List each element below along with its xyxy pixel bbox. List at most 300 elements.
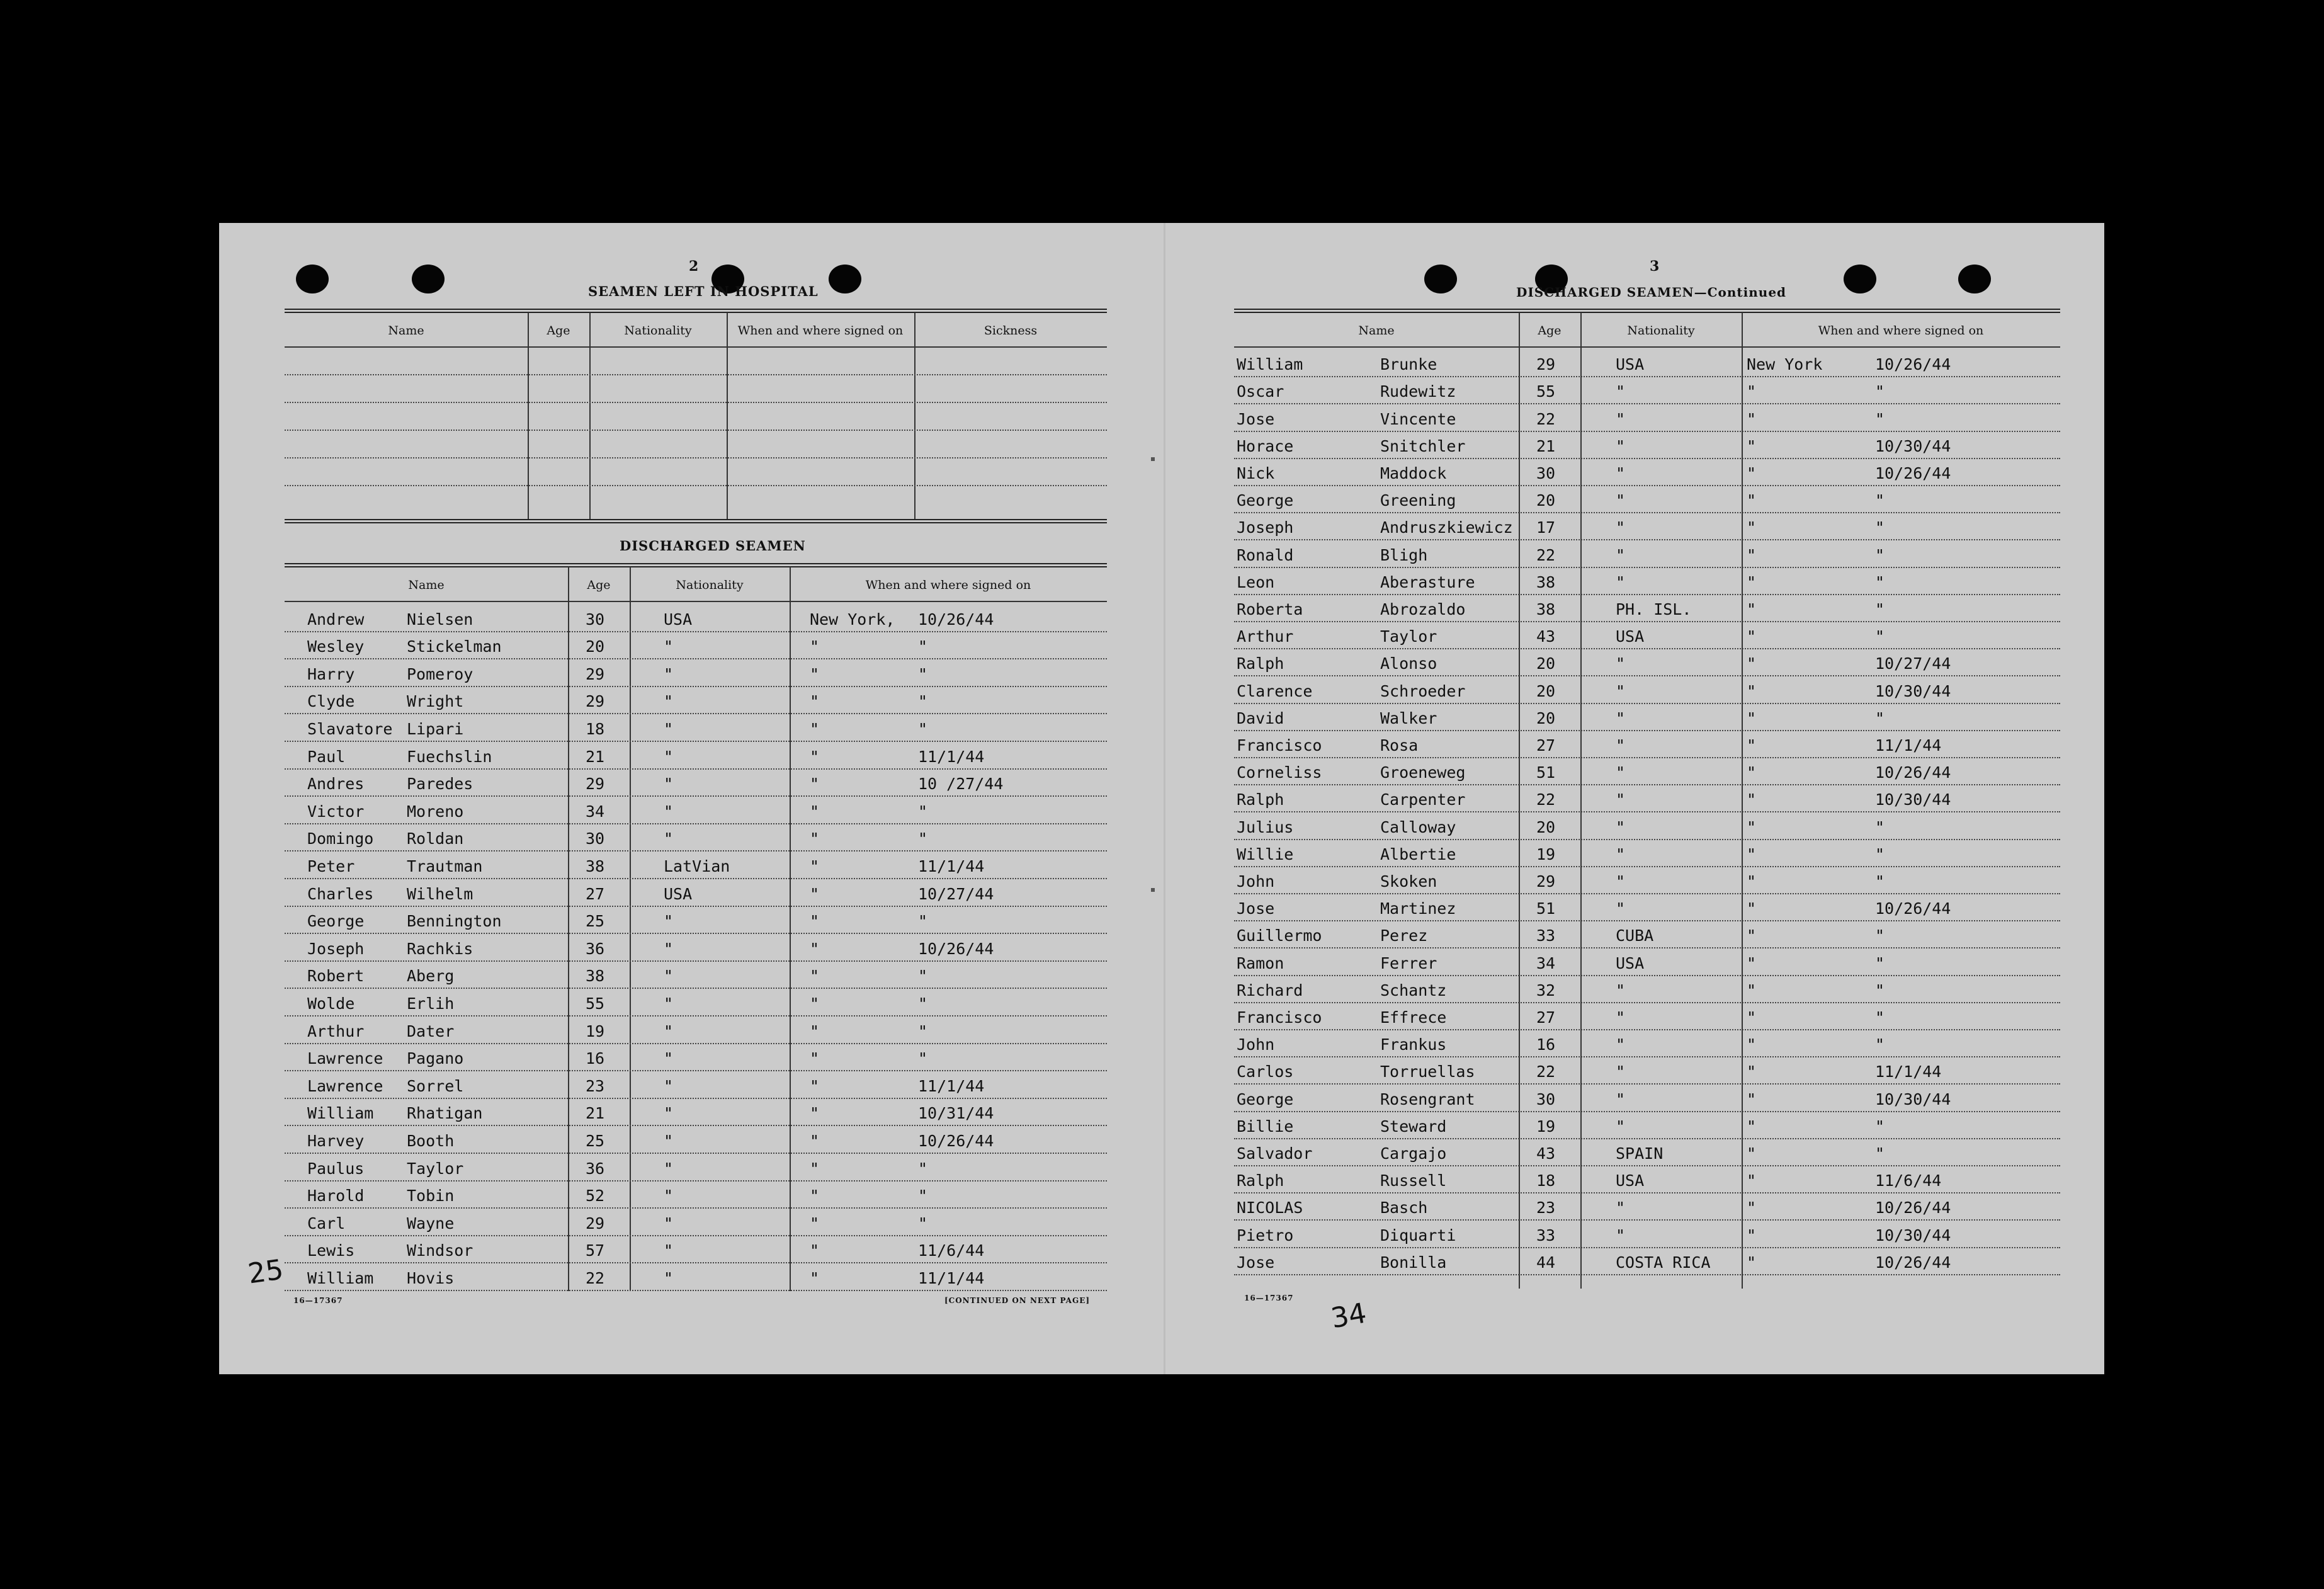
last-name-cell: Hovis [407, 1268, 455, 1287]
first-name-cell: Francisco [1237, 736, 1322, 755]
date-cell: 10/30/44 [1875, 1226, 1951, 1244]
place-cell: " [1747, 1090, 1757, 1108]
last-name-cell: Aberasture [1380, 572, 1475, 591]
last-name-cell: Dater [407, 1022, 455, 1040]
first-name-cell: Andres [307, 775, 365, 794]
age-cell: 34 [1536, 954, 1556, 972]
discharged-title: DISCHARGED SEAMEN [620, 538, 806, 554]
table-row [285, 686, 1107, 715]
age-cell: 20 [1536, 491, 1556, 510]
hospital-header-signed-on: When and where signed on [737, 324, 904, 338]
table-row [1234, 539, 2060, 567]
nationality-cell: " [1616, 763, 1626, 782]
last-name-cell: Taylor [1380, 627, 1437, 646]
age-cell: 38 [1536, 600, 1556, 618]
first-name-cell: Horace [1237, 436, 1294, 455]
table-row [1234, 567, 2060, 595]
age-cell: 36 [586, 939, 605, 958]
date-cell: " [1875, 1144, 1885, 1163]
right-page-number: 3 [1650, 258, 1660, 275]
last-name-cell: Rosa [1380, 736, 1419, 755]
last-name-cell: Brunke [1380, 355, 1437, 374]
first-name-cell: Willie [1237, 845, 1294, 863]
place-cell: " [1747, 872, 1757, 891]
place-cell: " [1747, 600, 1757, 618]
table-row [1234, 1219, 2060, 1248]
place-cell: " [1747, 1253, 1757, 1272]
punch-hole [1844, 265, 1876, 293]
table-row [285, 823, 1107, 852]
last-name-cell: Abrozaldo [1380, 600, 1466, 618]
place-cell: " [810, 857, 820, 875]
table-row [1234, 594, 2060, 622]
first-name-cell: Ralph [1237, 1171, 1284, 1190]
age-cell: 17 [1536, 518, 1556, 537]
place-cell: " [1747, 654, 1757, 673]
first-name-cell: Harry [307, 664, 355, 683]
nationality-cell: " [1616, 382, 1626, 401]
date-cell: " [918, 692, 928, 711]
first-name-cell: Lawrence [307, 1049, 383, 1068]
last-name-cell: Skoken [1380, 872, 1437, 891]
age-cell: 19 [586, 1022, 605, 1040]
first-name-cell: Wolde [307, 994, 355, 1013]
place-cell: " [1747, 845, 1757, 863]
date-cell: 10/30/44 [1875, 436, 1951, 455]
date-cell: " [918, 802, 928, 821]
place-cell: " [1747, 627, 1757, 646]
left-header-age: Age [587, 578, 611, 592]
date-cell: 11/6/44 [1875, 1171, 1942, 1190]
age-cell: 29 [586, 775, 605, 794]
first-name-cell: Arthur [1237, 627, 1294, 646]
table-row [1234, 1083, 2060, 1112]
hospital-table [285, 309, 1107, 523]
date-cell: 11/1/44 [918, 1076, 985, 1095]
last-name-cell: Lipari [407, 719, 464, 738]
place-cell: " [1747, 1171, 1757, 1190]
table-row [285, 1043, 1107, 1072]
first-name-cell: David [1237, 709, 1284, 727]
first-name-cell: Charles [307, 884, 374, 903]
nationality-cell: " [664, 1076, 674, 1095]
age-cell: 51 [1536, 763, 1556, 782]
place-cell: " [810, 1214, 820, 1233]
place-cell: " [810, 719, 820, 738]
nationality-cell: " [664, 1022, 674, 1040]
hospital-header-name: Name [388, 324, 424, 338]
place-cell: " [810, 1187, 820, 1205]
table-row [285, 1125, 1107, 1154]
table-row [285, 1098, 1107, 1127]
table-row [1234, 1247, 2060, 1275]
first-name-cell: Paulus [307, 1159, 365, 1178]
document-sheet [219, 223, 2104, 1374]
age-cell: 43 [1536, 1144, 1556, 1163]
date-cell: 10/30/44 [1875, 790, 1951, 809]
date-cell: 10/30/44 [1875, 1090, 1951, 1108]
nationality-cell: " [664, 967, 674, 986]
first-name-cell: Robert [307, 967, 365, 986]
table-row [285, 850, 1107, 879]
first-name-cell: Arthur [307, 1022, 365, 1040]
place-cell: " [1747, 981, 1757, 1000]
table-row [1234, 947, 2060, 976]
last-name-cell: Snitchler [1380, 436, 1466, 455]
first-name-cell: Leon [1237, 572, 1275, 591]
nationality-cell: USA [1616, 355, 1645, 374]
age-cell: 38 [586, 857, 605, 875]
left-header-name: Name [408, 578, 445, 592]
age-cell: 38 [586, 967, 605, 986]
table-row [285, 795, 1107, 824]
last-name-cell: Diquarti [1380, 1226, 1456, 1244]
date-cell: " [1875, 627, 1885, 646]
nationality-cell: " [1616, 1035, 1626, 1054]
nationality-cell: " [664, 1268, 674, 1287]
date-cell: " [918, 1049, 928, 1068]
first-name-cell: Pietro [1237, 1226, 1294, 1244]
date-cell: " [1875, 518, 1885, 537]
place-cell: " [810, 664, 820, 683]
last-name-cell: Andruszkiewicz [1380, 518, 1513, 537]
date-cell: " [1875, 926, 1885, 945]
table-row [1234, 784, 2060, 812]
last-name-cell: Rosengrant [1380, 1090, 1475, 1108]
date-cell: 10/26/44 [1875, 1199, 1951, 1217]
date-cell: " [1875, 409, 1885, 428]
date-cell: 11/1/44 [1875, 1062, 1942, 1081]
age-cell: 52 [586, 1187, 605, 1205]
age-cell: 25 [586, 1131, 605, 1150]
date-cell: " [1875, 872, 1885, 891]
date-cell: " [1875, 845, 1885, 863]
age-cell: 27 [1536, 1008, 1556, 1027]
table-row [1234, 648, 2060, 676]
last-name-cell: Steward [1380, 1117, 1447, 1136]
first-name-cell: Oscar [1237, 382, 1284, 401]
nationality-cell: " [664, 1159, 674, 1178]
nationality-cell: " [1616, 436, 1626, 455]
nationality-cell: PH. ISL. [1616, 600, 1692, 618]
first-name-cell: Wesley [307, 637, 365, 656]
hospital-header-nationality: Nationality [624, 324, 692, 338]
age-cell: 23 [1536, 1199, 1556, 1217]
table-row [1234, 893, 2060, 921]
table-row [285, 1070, 1107, 1099]
place-cell: " [810, 967, 820, 986]
nationality-cell: USA [664, 610, 693, 629]
nationality-cell: USA [1616, 1171, 1645, 1190]
table-row [285, 1207, 1107, 1236]
date-cell: 11/1/44 [1875, 736, 1942, 755]
date-cell: " [1875, 491, 1885, 510]
age-cell: 29 [586, 692, 605, 711]
nationality-cell: " [664, 1241, 674, 1260]
left-form-number: 16—17367 [293, 1296, 343, 1305]
place-cell: " [1747, 409, 1757, 428]
age-cell: 21 [586, 1104, 605, 1123]
table-row [1234, 1056, 2060, 1085]
first-name-cell: Domingo [307, 829, 374, 848]
fold-mark [1151, 457, 1155, 461]
handwritten-left: 25 [246, 1253, 286, 1290]
place-cell: " [810, 1159, 820, 1178]
age-cell: 29 [1536, 872, 1556, 891]
nationality-cell: " [1616, 709, 1626, 727]
place-cell: " [1747, 1226, 1757, 1244]
place-cell: " [1747, 572, 1757, 591]
age-cell: 22 [1536, 545, 1556, 564]
place-cell: " [810, 747, 820, 766]
nationality-cell: " [1616, 1090, 1626, 1108]
age-cell: 20 [1536, 817, 1556, 836]
nationality-cell: " [1616, 1199, 1626, 1217]
first-name-cell: William [307, 1268, 374, 1287]
nationality-cell: " [1616, 1008, 1626, 1027]
age-cell: 16 [1536, 1035, 1556, 1054]
nationality-cell: " [664, 719, 674, 738]
date-cell: 10/26/44 [1875, 899, 1951, 918]
first-name-cell: Paul [307, 747, 346, 766]
first-name-cell: Salvador [1237, 1144, 1313, 1163]
punch-hole [1424, 265, 1457, 293]
date-cell: " [918, 1214, 928, 1233]
date-cell: 10/31/44 [918, 1104, 994, 1123]
first-name-cell: Joseph [1237, 518, 1294, 537]
first-name-cell: John [1237, 1035, 1275, 1054]
age-cell: 22 [1536, 409, 1556, 428]
first-name-cell: John [1237, 872, 1275, 891]
age-cell: 32 [1536, 981, 1556, 1000]
last-name-cell: Alonso [1380, 654, 1437, 673]
place-cell: " [810, 1076, 820, 1095]
left-header-signed-on: When and where signed on [865, 578, 1031, 592]
left-page-number: 2 [689, 258, 699, 275]
age-cell: 30 [1536, 1090, 1556, 1108]
table-row [285, 603, 1107, 632]
place-cell: " [1747, 817, 1757, 836]
last-name-cell: Maddock [1380, 464, 1447, 482]
table-row [285, 1262, 1107, 1291]
last-name-cell: Schroeder [1380, 681, 1466, 700]
age-cell: 36 [586, 1159, 605, 1178]
hospital-title: SEAMEN LEFT IN HOSPITAL [588, 283, 819, 299]
last-name-cell: Stickelman [407, 637, 502, 656]
last-name-cell: Erlih [407, 994, 455, 1013]
date-cell: " [1875, 981, 1885, 1000]
last-name-cell: Wilhelm [407, 884, 473, 903]
nationality-cell: " [1616, 872, 1626, 891]
first-name-cell: Jose [1237, 409, 1275, 428]
age-cell: 29 [586, 1214, 605, 1233]
last-name-cell: Taylor [407, 1159, 464, 1178]
nationality-cell: " [1616, 545, 1626, 564]
table-row [285, 960, 1107, 989]
nationality-cell: CUBA [1616, 926, 1654, 945]
date-cell: " [918, 829, 928, 848]
nationality-cell: " [664, 1104, 674, 1123]
nationality-cell: " [1616, 845, 1626, 863]
last-name-cell: Rhatigan [407, 1104, 483, 1123]
date-cell: " [918, 1159, 928, 1178]
date-cell: " [1875, 1117, 1885, 1136]
place-cell: " [810, 829, 820, 848]
date-cell: " [1875, 709, 1885, 727]
age-cell: 34 [586, 802, 605, 821]
last-name-cell: Trautman [407, 857, 483, 875]
first-name-cell: Carl [307, 1214, 346, 1233]
first-name-cell: Ramon [1237, 954, 1284, 972]
place-cell: " [810, 1131, 820, 1150]
table-row [285, 741, 1107, 770]
age-cell: 19 [1536, 845, 1556, 863]
nationality-cell: " [664, 664, 674, 683]
place-cell: " [810, 884, 820, 903]
age-cell: 30 [586, 829, 605, 848]
age-cell: 30 [586, 610, 605, 629]
fold-mark [1151, 888, 1155, 892]
discharged-table-left [285, 563, 1107, 1294]
table-row [1234, 1002, 2060, 1030]
age-cell: 43 [1536, 627, 1556, 646]
last-name-cell: Nielsen [407, 610, 473, 629]
right-header-name: Name [1358, 324, 1395, 338]
place-cell: " [810, 1241, 820, 1260]
place-cell: " [1747, 382, 1757, 401]
nationality-cell: " [664, 802, 674, 821]
last-name-cell: Pagano [407, 1049, 464, 1068]
age-cell: 22 [1536, 1062, 1556, 1081]
place-cell: " [810, 1268, 820, 1287]
age-cell: 20 [586, 637, 605, 656]
last-name-cell: Sorrel [407, 1076, 464, 1095]
table-row [1234, 376, 2060, 404]
age-cell: 29 [1536, 355, 1556, 374]
first-name-cell: Victor [307, 802, 365, 821]
date-cell: 11/1/44 [918, 1268, 985, 1287]
nationality-cell: " [1616, 1226, 1626, 1244]
last-name-cell: Bligh [1380, 545, 1428, 564]
last-name-cell: Rachkis [407, 939, 473, 958]
place-cell: " [1747, 926, 1757, 945]
first-name-cell: Clyde [307, 692, 355, 711]
place-cell: " [1747, 464, 1757, 482]
date-cell: " [918, 637, 928, 656]
nationality-cell: " [1616, 464, 1626, 482]
nationality-cell: " [664, 692, 674, 711]
first-name-cell: Richard [1237, 981, 1303, 1000]
right-form-number: 16—17367 [1244, 1294, 1294, 1302]
date-cell: 10/26/44 [918, 1131, 994, 1150]
first-name-cell: NICOLAS [1237, 1199, 1303, 1217]
table-row [1234, 975, 2060, 1003]
date-cell: 10/26/44 [1875, 1253, 1951, 1272]
date-cell: 11/6/44 [918, 1241, 985, 1260]
nationality-cell: COSTA RICA [1616, 1253, 1711, 1272]
age-cell: 25 [586, 912, 605, 931]
age-cell: 21 [586, 747, 605, 766]
first-name-cell: George [1237, 1090, 1294, 1108]
date-cell: " [918, 719, 928, 738]
last-name-cell: Effrece [1380, 1008, 1447, 1027]
first-name-cell: Corneliss [1237, 763, 1322, 782]
table-row [285, 1153, 1107, 1182]
place-cell: " [1747, 518, 1757, 537]
table-row [1234, 811, 2060, 840]
place-cell: " [1747, 436, 1757, 455]
table-row [1234, 512, 2060, 540]
nationality-cell: " [664, 1187, 674, 1205]
nationality-cell: " [1616, 491, 1626, 510]
table-row [285, 878, 1107, 907]
right-header-signed-on: When and where signed on [1818, 324, 1984, 338]
nationality-cell: USA [1616, 627, 1645, 646]
nationality-cell: " [664, 939, 674, 958]
age-cell: 23 [586, 1076, 605, 1095]
nationality-cell: " [1616, 817, 1626, 836]
table-row [285, 658, 1107, 687]
first-name-cell: Clarence [1237, 681, 1313, 700]
place-cell: " [810, 994, 820, 1013]
nationality-cell: " [1616, 681, 1626, 700]
nationality-cell: " [1616, 899, 1626, 918]
last-name-cell: Basch [1380, 1199, 1428, 1217]
first-name-cell: George [307, 912, 365, 931]
nationality-cell: " [1616, 790, 1626, 809]
last-name-cell: Windsor [407, 1241, 473, 1260]
handwritten-right: 34 [1328, 1297, 1369, 1335]
place-cell: " [1747, 491, 1757, 510]
table-row [1234, 1165, 2060, 1193]
table-row [1234, 675, 2060, 703]
place-cell: " [1747, 763, 1757, 782]
table-row [1234, 485, 2060, 513]
punch-hole [296, 265, 329, 293]
nationality-cell: " [1616, 654, 1626, 673]
date-cell: " [1875, 545, 1885, 564]
table-row [285, 988, 1107, 1017]
table-row [1234, 920, 2060, 948]
last-name-cell: Greening [1380, 491, 1456, 510]
nationality-cell: " [1616, 1062, 1626, 1081]
first-name-cell: Ronald [1237, 545, 1294, 564]
place-cell: " [810, 1022, 820, 1040]
place-cell: " [1747, 1144, 1757, 1163]
date-cell: " [1875, 1035, 1885, 1054]
nationality-cell: " [664, 1214, 674, 1233]
nationality-cell: " [1616, 1117, 1626, 1136]
age-cell: 27 [1536, 736, 1556, 755]
place-cell: " [1747, 790, 1757, 809]
last-name-cell: Wayne [407, 1214, 455, 1233]
age-cell: 29 [586, 664, 605, 683]
nationality-cell: USA [1616, 954, 1645, 972]
table-row [1234, 703, 2060, 731]
first-name-cell: Guillermo [1237, 926, 1322, 945]
last-name-cell: Ferrer [1380, 954, 1437, 972]
nationality-cell: " [664, 1049, 674, 1068]
date-cell: " [918, 1022, 928, 1040]
nationality-cell: " [664, 829, 674, 848]
last-name-cell: Rudewitz [1380, 382, 1456, 401]
table-row [285, 1180, 1107, 1209]
date-cell: 10/26/44 [1875, 355, 1951, 374]
age-cell: 20 [1536, 709, 1556, 727]
age-cell: 21 [1536, 436, 1556, 455]
place-cell: " [810, 939, 820, 958]
nationality-cell: " [664, 1131, 674, 1150]
